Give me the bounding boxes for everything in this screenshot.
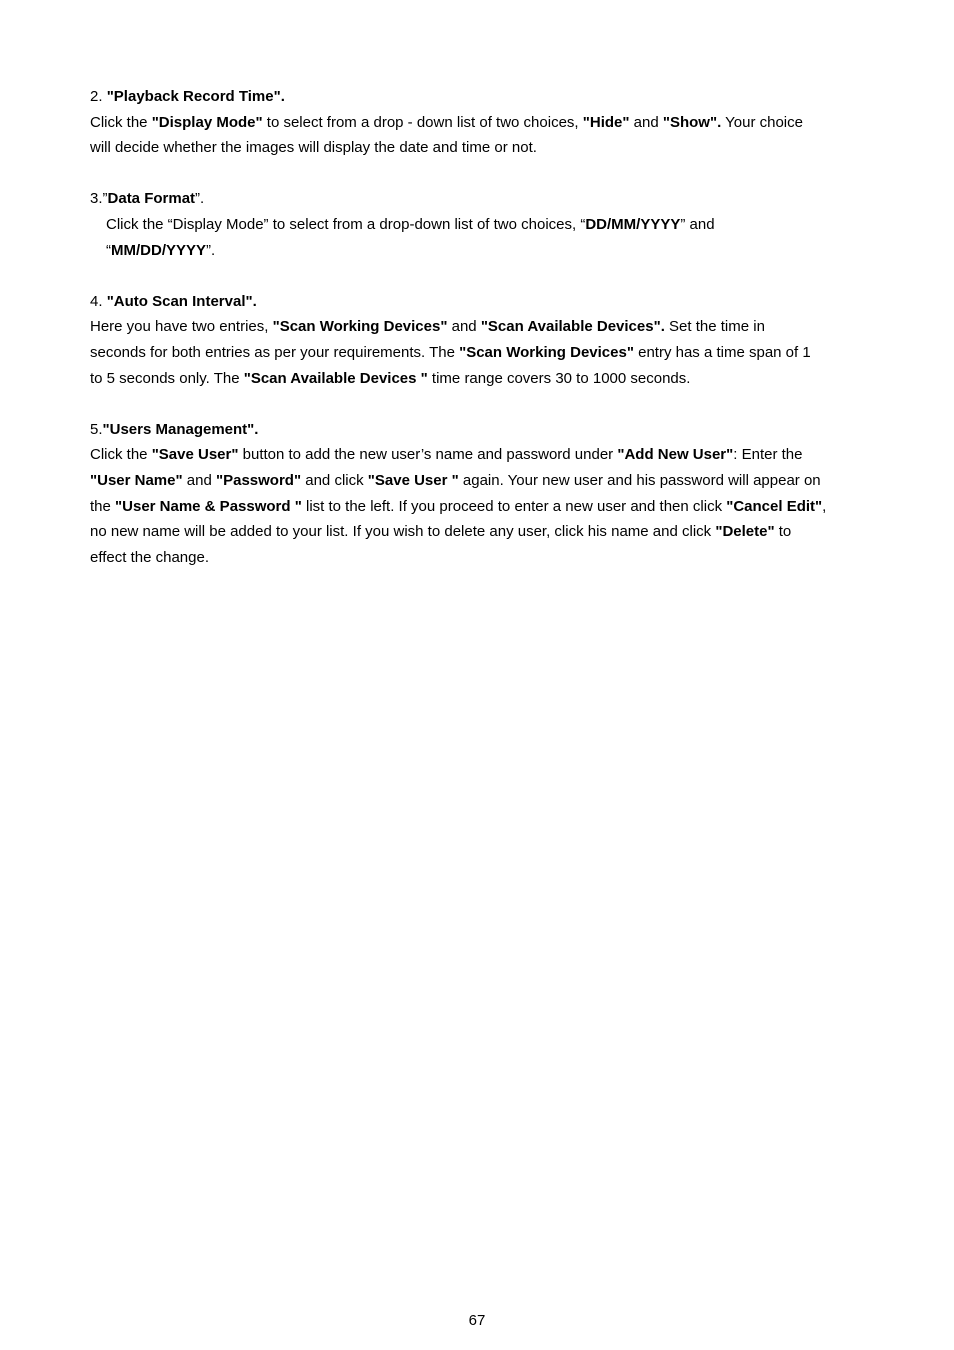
bold-term: "Password" xyxy=(215,471,302,489)
bold-term: "Delete" xyxy=(715,523,775,541)
paragraph-line xyxy=(90,468,880,494)
paragraph-line xyxy=(90,494,880,520)
bold-term: "Show". xyxy=(662,113,722,131)
bold-term: "Scan Working Devices" xyxy=(272,318,448,336)
text-run: “ xyxy=(106,241,111,259)
section-3 xyxy=(90,186,880,263)
bold-term: "Users Management". xyxy=(102,420,259,438)
paragraph-line xyxy=(90,340,880,366)
text-run: entry has a time span of 1 xyxy=(633,343,811,361)
bold-term: "Add New User" xyxy=(617,446,734,464)
section-4 xyxy=(90,289,880,391)
bold-term: "Scan Working Devices" xyxy=(459,343,634,361)
bold-term: "Display Mode" xyxy=(151,113,263,131)
bold-term: "Auto Scan Interval". xyxy=(106,292,257,310)
bold-term: DD/MM/YYYY xyxy=(585,215,681,233)
section-heading xyxy=(90,417,880,443)
text-run: to xyxy=(774,523,792,541)
text-run: Click the xyxy=(90,446,152,464)
bold-term: "User Name & Password " xyxy=(115,497,302,515)
bold-term: Data Format xyxy=(107,190,196,208)
bold-term: "Scan Available Devices " xyxy=(243,369,428,387)
paragraph-line xyxy=(90,110,880,136)
bold-term: "Scan Available Devices". xyxy=(480,318,665,336)
text-run: 3.” xyxy=(90,190,108,208)
text-run: will decide whether the images will display the date and time or not. xyxy=(90,139,537,157)
bold-term: MM/DD/YYYY xyxy=(111,241,207,259)
text-run: 2. xyxy=(90,88,107,105)
text-run: again. Your new user and his password will appear on xyxy=(458,471,821,489)
paragraph-line xyxy=(90,442,880,468)
paragraph-line xyxy=(90,238,880,264)
text-run: Set the time in xyxy=(664,318,765,336)
bold-term: "User Name" xyxy=(90,471,183,489)
paragraph-line xyxy=(90,519,880,545)
text-run: and click xyxy=(301,471,368,489)
text-run: the xyxy=(90,497,116,515)
text-run: 5. xyxy=(90,420,103,438)
text-run: no new name will be added to your list. If you wish to delete any user, click his name and click xyxy=(90,523,716,541)
paragraph-line xyxy=(90,314,880,340)
text-run: ”. xyxy=(206,241,216,259)
text-run: ” and xyxy=(680,215,715,233)
bold-term: "Playback Record Time". xyxy=(106,88,285,105)
paragraph-line xyxy=(90,545,880,571)
document-body xyxy=(90,84,880,596)
text-run: Your choice xyxy=(721,113,803,131)
paragraph-line xyxy=(90,366,880,392)
section-heading xyxy=(90,84,880,110)
text-run: Here you have two entries, xyxy=(90,318,273,336)
text-run: : Enter the xyxy=(733,446,803,464)
text-run: Click the xyxy=(90,113,152,131)
page-number: 67 xyxy=(468,1312,486,1329)
text-run: time range covers 30 to 1000 seconds. xyxy=(427,369,691,387)
text-run: 4. xyxy=(90,292,107,310)
text-run: ”. xyxy=(195,190,205,208)
text-run: and xyxy=(182,471,216,489)
bold-term: "Save User " xyxy=(367,471,459,489)
text-run: Click the “Display Mode” to select from a drop-down list of two choices, “ xyxy=(106,215,586,233)
paragraph-line xyxy=(90,212,880,238)
paragraph-line xyxy=(90,135,880,161)
text-run: and xyxy=(629,113,663,131)
section-heading xyxy=(90,186,880,212)
text-run: , xyxy=(822,497,827,515)
text-run: button to add the new user’s name and password under xyxy=(238,446,618,464)
bold-term: "Hide" xyxy=(582,113,630,131)
text-run: and xyxy=(447,318,481,336)
text-run: effect the change. xyxy=(90,548,209,566)
text-run: list to the left. If you proceed to enter a new user and then click xyxy=(301,497,727,515)
section-heading xyxy=(90,289,880,315)
bold-term: "Save User" xyxy=(151,446,239,464)
section-5 xyxy=(90,417,880,571)
bold-term: "Cancel Edit" xyxy=(726,497,823,515)
text-run: to 5 seconds only. The xyxy=(90,369,244,387)
text-run: seconds for both entries as per your requirements. The xyxy=(90,343,460,361)
text-run: to select from a drop - down list of two choices, xyxy=(262,113,583,131)
section-2 xyxy=(90,84,880,161)
sections-container xyxy=(90,84,880,570)
